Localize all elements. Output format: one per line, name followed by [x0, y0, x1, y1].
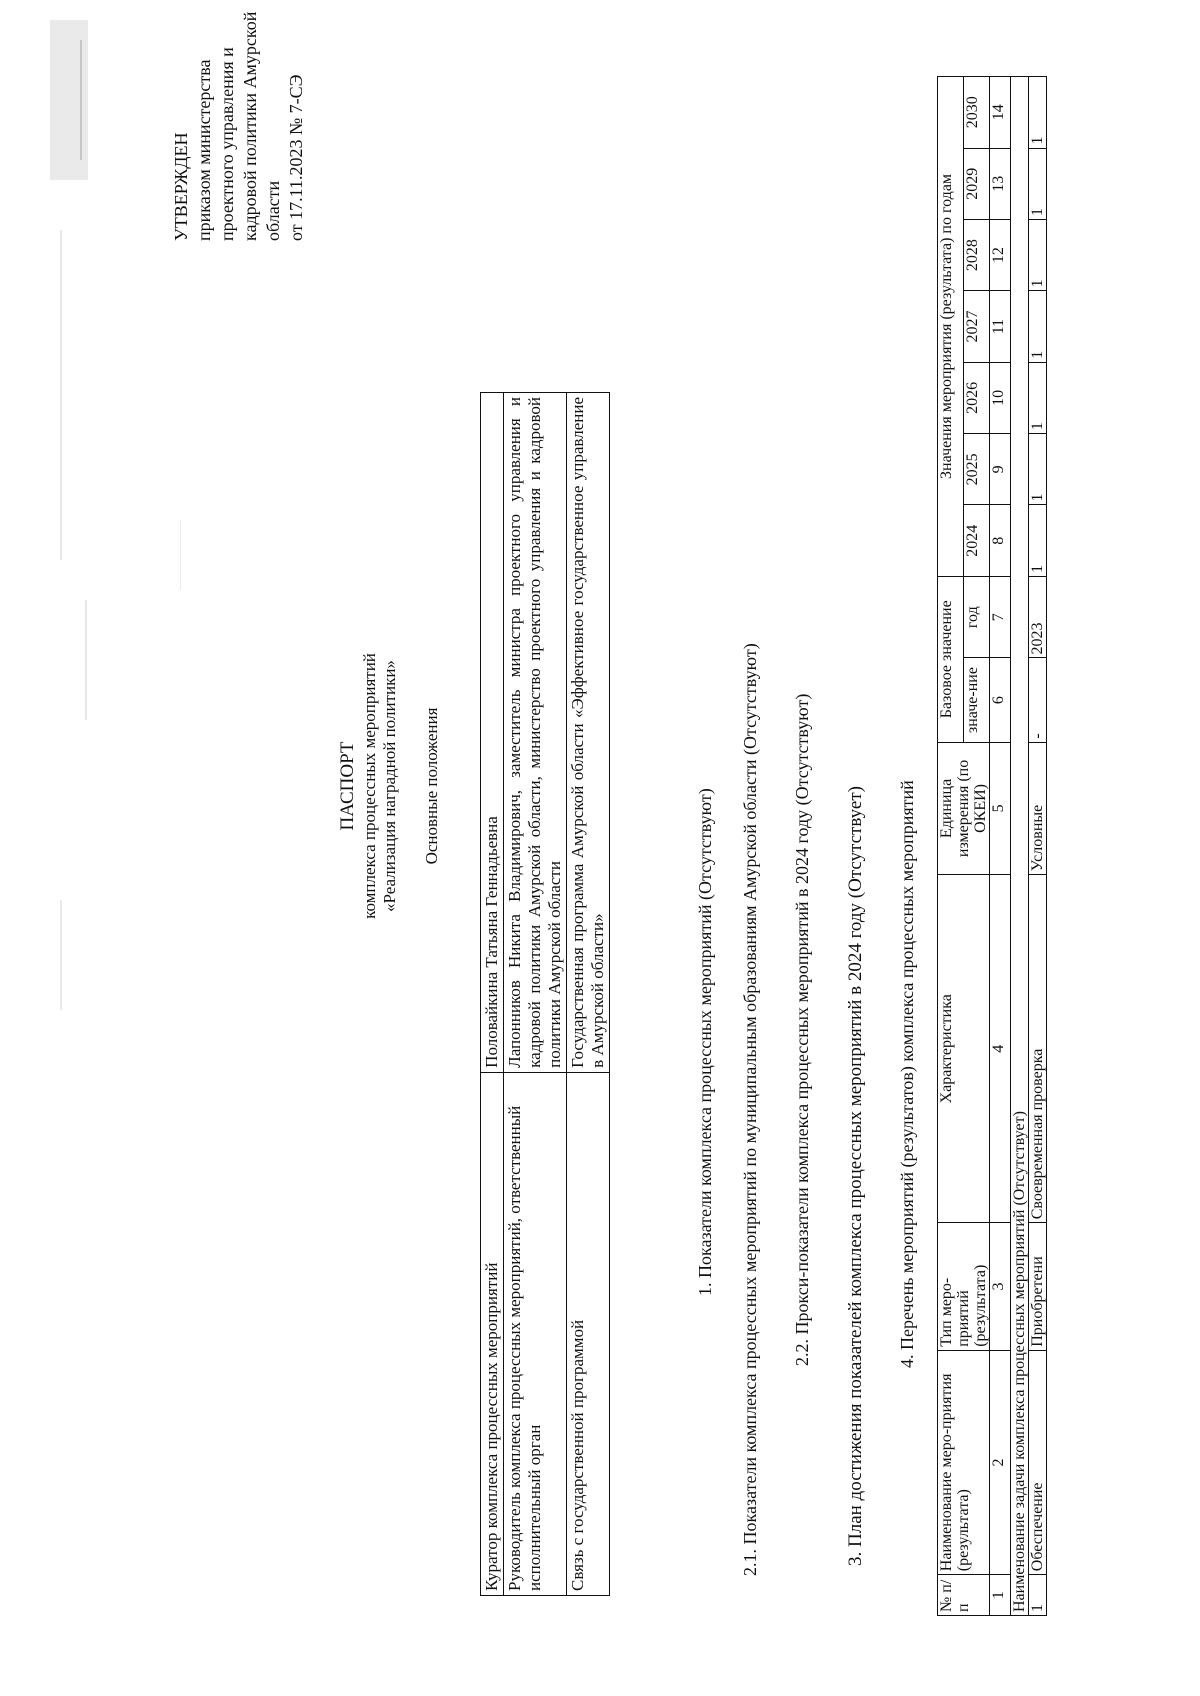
column-numbers-row [990, 77, 1011, 1616]
row-label: Куратор комплекса процессных мероприятий [481, 1072, 504, 1595]
column-number: 12 [990, 219, 1011, 290]
col-header-year: 2028 [964, 219, 990, 290]
approval-stamp [170, 1, 308, 241]
column-number: 9 [990, 434, 1011, 505]
approval-title: УТВЕРЖДЕН [171, 132, 191, 241]
column-number: 10 [990, 362, 1011, 433]
section-1-heading: 1. Показатели комплекса процессных мероприятий (Отсутствуют) [695, 788, 715, 1296]
column-number: 11 [990, 291, 1011, 362]
table-row [504, 393, 567, 1596]
doc-type: ПАСПОРТ [337, 741, 358, 831]
cell-unit: Условные [1029, 742, 1047, 875]
cell-num: 1 [1029, 1575, 1047, 1616]
row-label: Связь с государственной программой [567, 1072, 610, 1595]
cell-value: 1 [1029, 148, 1047, 219]
cell-base-year: 2023 [1029, 576, 1047, 658]
cell-characteristic: Своевременная проверка [1029, 875, 1047, 1223]
col-header-type: Тип меро-приятий (результата) [938, 1223, 990, 1351]
header-row [938, 77, 964, 1616]
task-row [1011, 77, 1029, 1616]
measures-table [937, 76, 1047, 1616]
col-header-year: 2030 [964, 77, 990, 149]
column-number: 2 [990, 1350, 1011, 1574]
row-value: Лапонников Никита Владимирович, заместитель министра проектного управления и кадровой политики Амурской области, министерство проектного управления и кадровой политики Амурской области [504, 393, 567, 1073]
column-number: 3 [990, 1223, 1011, 1351]
col-header-base-value: значе-ние [964, 658, 990, 742]
column-number: 4 [990, 875, 1011, 1223]
approval-line: проектного управления и [217, 47, 237, 241]
col-header-name: Наименование меро-приятия (результата) [938, 1350, 990, 1574]
doc-name: «Реализация наградной политики» [380, 660, 399, 912]
approval-line: области [263, 180, 283, 241]
section-3-heading: 3. План достижения показателей комплекса процессных мероприятий в 2024 году (Отсутствует) [845, 786, 866, 1566]
cell-value: 1 [1029, 77, 1047, 149]
col-header-year: 2029 [964, 148, 990, 219]
cell-name: Обеспечение [1029, 1350, 1047, 1574]
cell-type: Приобретени [1029, 1223, 1047, 1351]
section-2-1-heading: 2.1. Показатели комплекса процессных мероприятий по муниципальным образованиям Амурской области (Отсутствуют) [740, 643, 760, 1576]
col-header-year: 2025 [964, 434, 990, 505]
table-row [567, 393, 610, 1596]
col-header-year: 2024 [964, 505, 990, 576]
row-label: Руководитель комплекса процессных мероприятий, ответственный исполнительный орган [504, 1072, 567, 1595]
cell-value: 1 [1029, 434, 1047, 505]
document-heading [338, 536, 442, 1036]
row-value: Государственная программа Амурской области «Эффективное государственное управление в Амурской области» [567, 393, 610, 1073]
main-provisions-table [480, 392, 610, 1596]
cell-base-value: - [1029, 658, 1047, 742]
col-header-num: № п/п [938, 1575, 990, 1616]
approval-line: кадровой политики Амурской [240, 11, 260, 241]
column-number: 8 [990, 505, 1011, 576]
col-header-base: Базовое значение [938, 576, 964, 742]
row-value: Половайкина Татьяна Геннадьевна [481, 393, 504, 1073]
cell-value: 1 [1029, 291, 1047, 362]
task-name: Наименование задачи комплекса процессных мероприятий (Отсутствует) [1011, 77, 1029, 1616]
col-header-year: 2027 [964, 291, 990, 362]
doc-subtitle: комплекса процессных мероприятий [360, 653, 379, 919]
cell-value: 1 [1029, 362, 1047, 433]
table-row [1029, 77, 1047, 1616]
section-2-2-heading: 2.2. Прокси-показатели комплекса процессных мероприятий в 2024 году (Отсутствуют) [792, 693, 812, 1366]
col-header-characteristic: Характеристика [938, 875, 990, 1223]
section-4-heading: 4. Перечень мероприятий (результатов) комплекса процессных мероприятий [897, 780, 917, 1368]
column-number: 14 [990, 77, 1011, 149]
col-header-base-year: год [964, 576, 990, 658]
cell-value: 1 [1029, 505, 1047, 576]
column-number: 5 [990, 742, 1011, 875]
col-header-year: 2026 [964, 362, 990, 433]
column-number: 7 [990, 576, 1011, 658]
cell-value: 1 [1029, 219, 1047, 290]
column-number: 13 [990, 148, 1011, 219]
col-header-unit: Единица измерения (по ОКЕИ) [938, 742, 990, 875]
column-number: 6 [990, 658, 1011, 742]
column-number: 1 [990, 1575, 1011, 1616]
table-row [481, 393, 504, 1596]
section-heading: Основные положения [422, 707, 441, 865]
approval-date-line: от 17.11.2023 № 7-СЭ [286, 74, 306, 241]
approval-line: приказом министерства [194, 59, 214, 241]
col-header-values: Значения мероприятия (результата) по годам [938, 77, 964, 577]
